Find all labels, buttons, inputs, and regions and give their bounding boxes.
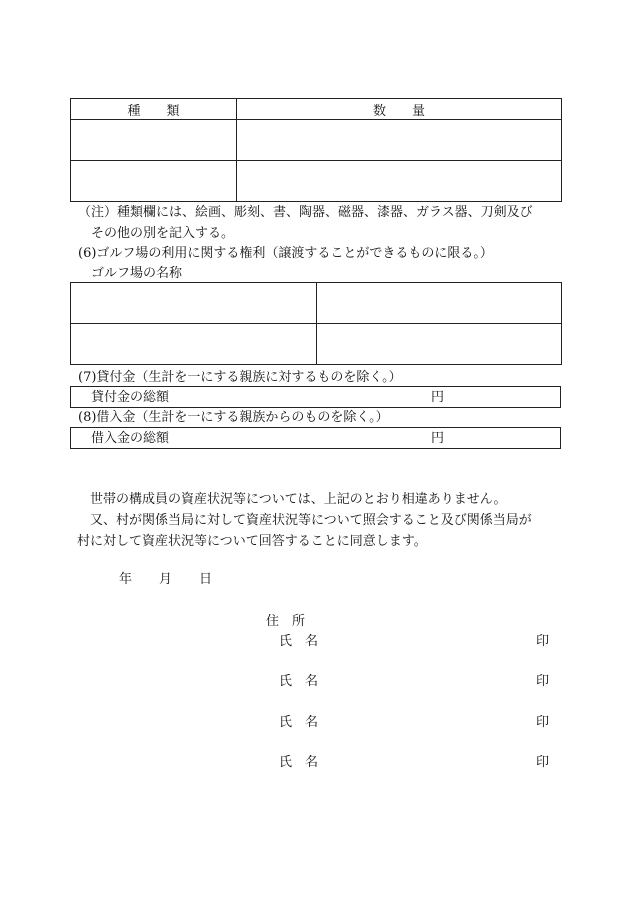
date-day-label: 日 [199,572,213,587]
table-cell-quantity-input[interactable] [237,120,562,161]
date-month-label: 月 [159,572,173,587]
borrow-amount-box[interactable] [70,427,561,449]
signature-name-label: 氏 名 [279,674,319,689]
table-row [71,161,562,202]
signature-name-label: 氏 名 [279,715,319,730]
declaration-line-3: 村に対して資産状況等について回答することに同意します。 [77,534,427,549]
golf-section-title: (6)ゴルフ場の利用に関する権利（譲渡することができるものに限る。） [78,246,493,261]
address-label: 住 所 [266,614,306,629]
loan-amount-label: 貸付金の総額 [91,390,170,405]
column-header-quantity: 数 量 [237,99,562,120]
declaration-line-2: 又、村が関係当局に対して資産状況等について照会すること及び関係当局が [90,513,532,528]
note-line-2: その他の別を記入する。 [91,226,235,241]
golf-table [70,282,562,365]
seal-mark: 印 [536,674,550,689]
loan-amount-box[interactable] [70,386,561,408]
table-row [71,324,562,365]
table-row [71,120,562,161]
loan-amount-unit: 円 [431,390,445,405]
note-line-1: （注）種類欄には、絵画、彫刻、書、陶器、磁器、漆器、ガラス器、刀剣及び [78,205,533,220]
declaration-line-1: 世帯の構成員の資産状況等については、上記のとおり相違ありません。 [90,492,507,507]
golf-cell-input[interactable] [317,324,562,365]
table-cell-quantity-input[interactable] [237,161,562,202]
golf-cell-input[interactable] [71,324,317,365]
borrow-amount-unit: 円 [431,431,445,446]
signature-name-label: 氏 名 [279,755,319,770]
table-header-row [71,99,562,120]
seal-mark: 印 [536,755,550,770]
seal-mark: 印 [536,715,550,730]
table-cell-type-input[interactable] [71,120,237,161]
golf-cell-input[interactable] [317,283,562,324]
table-cell-type-input[interactable] [71,161,237,202]
golf-name-label: ゴルフ場の名称 [91,266,183,281]
table-row [71,283,562,324]
column-header-type: 種 類 [71,99,237,120]
seal-mark: 印 [536,634,550,649]
artwork-table [70,98,562,202]
golf-cell-input[interactable] [71,283,317,324]
borrow-section-title: (8)借入金（生計を一にする親族からのものを除く。） [78,410,389,425]
borrow-amount-label: 借入金の総額 [91,431,170,446]
date-year-label: 年 [119,572,133,587]
signature-name-label: 氏 名 [279,634,319,649]
loan-section-title: (7)貸付金（生計を一にする親族に対するものを除く。） [78,370,402,385]
